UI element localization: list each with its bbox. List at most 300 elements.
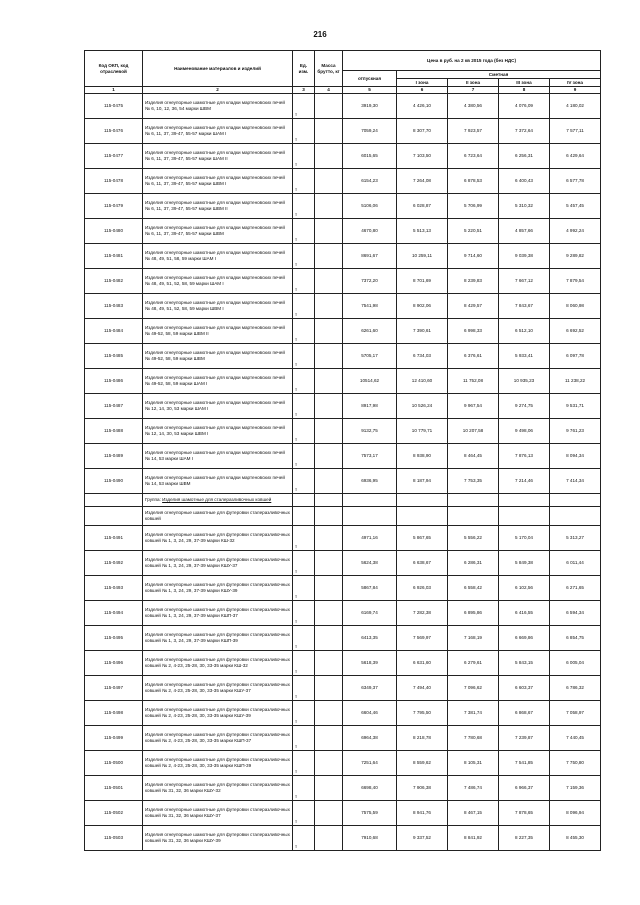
column-number: 6 [397, 87, 448, 94]
item-zone-2-price: 11 752,08 [448, 369, 499, 394]
item-zone-1-price: 6 631,60 [397, 651, 448, 676]
table-row [85, 294, 601, 319]
group-name: Изделия шамотные для сталеразливочных ковшей [162, 497, 272, 503]
item-unit: т [293, 651, 315, 676]
header-zone-2: II зона [448, 79, 499, 87]
item-release-price [343, 507, 397, 526]
item-zone-3-price: 7 541,85 [499, 751, 550, 776]
item-unit: т [293, 169, 315, 194]
item-unit: т [293, 526, 315, 551]
item-unit: т [293, 701, 315, 726]
item-code: 115-0483 [85, 294, 143, 319]
item-zone-2-price: 8 467,15 [448, 801, 499, 826]
item-unit: т [293, 244, 315, 269]
table-row [85, 194, 601, 219]
item-name: Изделия огнеупорные шамотные для футеровки сталеразливочных ковшей № 1, 3, 24, 29, 37-39 марки КШ-32 [143, 526, 293, 551]
item-code: 115-0499 [85, 726, 143, 751]
empty-cell [315, 494, 343, 507]
item-name: Изделия огнеупорные шамотные для футеровки сталеразливочных ковшей № 2, 4-23, 25-28, 30, 33-35 марки КШП-37 [143, 726, 293, 751]
item-code: 115-0496 [85, 651, 143, 676]
item-code: 115-0486 [85, 369, 143, 394]
item-name: Изделия огнеупорные шамотные для кладки мартеновских печей № 6, 11, 37, 39-47, 55-57 марки ШВМ [143, 219, 293, 244]
group-prefix: Группа: [145, 497, 163, 503]
item-release-price: 4971,16 [343, 526, 397, 551]
item-unit: т [293, 144, 315, 169]
item-code: 115-0488 [85, 419, 143, 444]
item-name: Изделия огнеупорные шамотные для футеровки сталеразливочных ковшей [143, 507, 293, 526]
item-code: 115-0491 [85, 526, 143, 551]
group-title [143, 494, 293, 507]
item-zone-4-price: 8 096,94 [550, 801, 601, 826]
item-unit: т [293, 94, 315, 119]
item-mass [315, 119, 343, 144]
column-number: 5 [343, 87, 397, 94]
item-code: 115-0481 [85, 244, 143, 269]
item-zone-2-price: 8 841,92 [448, 826, 499, 851]
item-release-price: 5624,38 [343, 551, 397, 576]
item-unit: т [293, 294, 315, 319]
item-mass [315, 394, 343, 419]
item-code: 115-0477 [85, 144, 143, 169]
item-name: Изделия огнеупорные шамотные для кладки мартеновских печей № 48, 49, 51, 52, 58, 59 марки ШВМ I [143, 294, 293, 319]
item-zone-1-price: 6 926,03 [397, 576, 448, 601]
item-unit: т [293, 444, 315, 469]
item-zone-4-price: 6 786,32 [550, 676, 601, 701]
item-zone-4-price: 7 414,34 [550, 469, 601, 494]
column-number: 7 [448, 87, 499, 94]
item-mass [315, 801, 343, 826]
item-name: Изделия огнеупорные шамотные для кладки мартеновских печей № 6, 11, 37, 39-47, 55-57 марки ШВМ I [143, 169, 293, 194]
item-mass [315, 294, 343, 319]
item-unit: т [293, 601, 315, 626]
item-mass [315, 144, 343, 169]
item-release-price: 8917,98 [343, 394, 397, 419]
item-zone-2-price: 7 381,74 [448, 701, 499, 726]
item-mass [315, 826, 343, 851]
table-row [85, 144, 601, 169]
table-row [85, 801, 601, 826]
item-code: 115-0484 [85, 319, 143, 344]
item-zone-3-price: 6 603,37 [499, 676, 550, 701]
item-mass [315, 344, 343, 369]
item-release-price: 5705,17 [343, 344, 397, 369]
item-zone-1-price: 8 559,62 [397, 751, 448, 776]
item-zone-4-price: 7 159,36 [550, 776, 601, 801]
item-release-price: 7573,17 [343, 444, 397, 469]
item-zone-3-price: 6 400,43 [499, 169, 550, 194]
empty-cell [343, 494, 397, 507]
table-row [85, 169, 601, 194]
item-zone-3-price: 9 498,06 [499, 419, 550, 444]
table-row [85, 369, 601, 394]
item-code: 115-0500 [85, 751, 143, 776]
item-zone-4-price: 6 594,34 [550, 601, 601, 626]
empty-cell [550, 494, 601, 507]
item-zone-2-price: 10 207,58 [448, 419, 499, 444]
item-name: Изделия огнеупорные шамотные для футеровки сталеразливочных ковшей № 31, 32, 36 марки КШУ-32 [143, 776, 293, 801]
item-mass [315, 194, 343, 219]
item-zone-1-price: 7 494,40 [397, 676, 448, 701]
item-zone-4-price: 6 577,78 [550, 169, 601, 194]
item-mass [315, 369, 343, 394]
item-mass [315, 319, 343, 344]
item-name: Изделия огнеупорные шамотные для футеровки сталеразливочных ковшей № 1, 3, 24, 29, 37-39 марки КШУ-37 [143, 551, 293, 576]
item-name: Изделия огнеупорные шамотные для кладки мартеновских печей № 49-52, 58, 59 марки ШАМ I [143, 369, 293, 394]
item-name: Изделия огнеупорные шамотные для футеровки сталеразливочных ковшей № 1, 3, 24, 29, 37-39 марки КШП-37 [143, 601, 293, 626]
table-row [85, 751, 601, 776]
item-unit: т [293, 676, 315, 701]
item-zone-3-price: 5 170,04 [499, 526, 550, 551]
item-mass [315, 94, 343, 119]
item-mass [315, 169, 343, 194]
table-row [85, 701, 601, 726]
item-zone-1-price: 12 410,60 [397, 369, 448, 394]
item-zone-1-price [397, 507, 448, 526]
item-zone-3-price: 6 868,67 [499, 701, 550, 726]
item-unit: т [293, 801, 315, 826]
item-zone-2-price: 8 464,45 [448, 444, 499, 469]
item-zone-1-price: 7 282,38 [397, 601, 448, 626]
table-row [85, 776, 601, 801]
item-zone-4-price: 6 692,52 [550, 319, 601, 344]
item-mass [315, 601, 343, 626]
table-row [85, 94, 601, 119]
item-zone-2-price: 8 429,57 [448, 294, 499, 319]
item-unit: т [293, 826, 315, 851]
item-zone-2-price: 6 878,53 [448, 169, 499, 194]
item-code: 115-0482 [85, 269, 143, 294]
item-name: Изделия огнеупорные шамотные для футеровки сталеразливочных ковшей № 2, 4-23, 25-28, 30, 33-35 марки КШП-39 [143, 751, 293, 776]
item-unit: т [293, 119, 315, 144]
item-zone-4-price: 5 313,27 [550, 526, 601, 551]
item-unit: т [293, 319, 315, 344]
item-zone-2-price: 4 380,56 [448, 94, 499, 119]
item-code: 115-0489 [85, 444, 143, 469]
item-zone-4-price: 6 854,75 [550, 626, 601, 651]
item-name: Изделия огнеупорные шамотные для кладки мартеновских печей № 12, 14, 30, 53 марки ШАМ I [143, 394, 293, 419]
item-code: 115-0503 [85, 826, 143, 851]
table-row [85, 419, 601, 444]
item-zone-4-price: 7 577,11 [550, 119, 601, 144]
item-zone-1-price: 8 187,94 [397, 469, 448, 494]
item-name: Изделия огнеупорные шамотные для кладки мартеновских печей № 12, 14, 30, 53 марки ШВМ I [143, 419, 293, 444]
page-number: 216 [313, 30, 327, 39]
column-number: 3 [293, 87, 315, 94]
item-zone-1-price: 4 426,10 [397, 94, 448, 119]
table-row [85, 826, 601, 851]
item-release-price: 7541,98 [343, 294, 397, 319]
table-row [85, 219, 601, 244]
item-zone-1-price: 6 028,87 [397, 194, 448, 219]
item-zone-3-price: 6 256,31 [499, 144, 550, 169]
item-zone-2-price: 6 376,61 [448, 344, 499, 369]
item-name: Изделия огнеупорные шамотные для футеровки сталеразливочных ковшей № 1, 3, 24, 29, 37-39 марки КШП-39 [143, 626, 293, 651]
item-code [85, 507, 143, 526]
item-name: Изделия огнеупорные шамотные для кладки мартеновских печей № 6, 10, 12, 36, 54 марки ШВМ [143, 94, 293, 119]
item-zone-3-price: 10 935,23 [499, 369, 550, 394]
item-code: 115-0497 [85, 676, 143, 701]
header-code: Код ОКП, код отраслевой [85, 51, 143, 87]
table-row [85, 344, 601, 369]
item-zone-4-price: 4 992,24 [550, 219, 601, 244]
item-mass [315, 269, 343, 294]
item-unit: т [293, 576, 315, 601]
item-unit: т [293, 751, 315, 776]
header-name: Наименование материалов и изделий [143, 51, 293, 87]
item-zone-2-price: 7 096,62 [448, 676, 499, 701]
item-zone-3-price: 5 310,32 [499, 194, 550, 219]
item-code: 115-0479 [85, 194, 143, 219]
table-row [85, 626, 601, 651]
item-zone-2-price: 8 105,31 [448, 751, 499, 776]
item-name: Изделия огнеупорные шамотные для кладки мартеновских печей № 6, 11, 37, 39-47, 55-57 марки ШАМ II [143, 144, 293, 169]
item-zone-4-price: 6 271,65 [550, 576, 601, 601]
item-zone-4-price: 9 531,71 [550, 394, 601, 419]
item-release-price: 9132,75 [343, 419, 397, 444]
item-code: 115-0475 [85, 94, 143, 119]
item-zone-4-price: 4 180,02 [550, 94, 601, 119]
item-zone-3-price: 7 878,65 [499, 801, 550, 826]
item-zone-3-price: 5 843,15 [499, 651, 550, 676]
item-name: Изделия огнеупорные шамотные для кладки мартеновских печей № 49-52, 58, 59 марки ШВМ [143, 344, 293, 369]
item-zone-1-price: 5 867,65 [397, 526, 448, 551]
item-zone-2-price: 6 279,61 [448, 651, 499, 676]
item-zone-4-price: 7 058,97 [550, 701, 601, 726]
item-code: 115-0493 [85, 576, 143, 601]
item-zone-2-price: 7 780,68 [448, 726, 499, 751]
item-mass [315, 526, 343, 551]
column-number: 8 [499, 87, 550, 94]
table-row [85, 507, 601, 526]
item-unit: т [293, 419, 315, 444]
item-name: Изделия огнеупорные шамотные для кладки мартеновских печей № 48, 49, 51, 52, 58, 59 марки ШАМ I [143, 269, 293, 294]
item-release-price: 7910,68 [343, 826, 397, 851]
table-row [85, 601, 601, 626]
item-zone-2-price: 6 723,64 [448, 144, 499, 169]
item-zone-3-price: 8 227,35 [499, 826, 550, 851]
item-mass [315, 507, 343, 526]
group-code [85, 494, 143, 507]
item-zone-1-price: 8 701,69 [397, 269, 448, 294]
item-unit: т [293, 551, 315, 576]
item-release-price: 7059,24 [343, 119, 397, 144]
item-unit: т [293, 219, 315, 244]
item-name: Изделия огнеупорные шамотные для кладки мартеновских печей № 14, 53 марки ШАМ I [143, 444, 293, 469]
table-row [85, 469, 601, 494]
item-code: 115-0478 [85, 169, 143, 194]
item-unit: т [293, 369, 315, 394]
item-zone-3-price: 7 667,12 [499, 269, 550, 294]
item-zone-2-price: 6 998,33 [448, 319, 499, 344]
item-name: Изделия огнеупорные шамотные для футеровки сталеразливочных ковшей № 2, 4-23, 25-28, 30, 33-35 марки КШУ-37 [143, 676, 293, 701]
item-release-price: 6936,95 [343, 469, 397, 494]
item-mass [315, 776, 343, 801]
item-zone-1-price: 7 264,08 [397, 169, 448, 194]
header-price-title: Цена в руб. на 2 кв 2015 года (без НДС) [343, 51, 601, 71]
item-unit: т [293, 394, 315, 419]
item-release-price: 7372,20 [343, 269, 397, 294]
table-row [85, 319, 601, 344]
item-release-price: 6413,35 [343, 626, 397, 651]
item-mass [315, 469, 343, 494]
header-release: отпускная [343, 71, 397, 87]
item-mass [315, 419, 343, 444]
item-code: 115-0502 [85, 801, 143, 826]
item-zone-1-price: 8 307,70 [397, 119, 448, 144]
item-zone-2-price: 7 168,19 [448, 626, 499, 651]
item-zone-1-price: 10 259,11 [397, 244, 448, 269]
header-zone-4: IV зона [550, 79, 601, 87]
item-zone-2-price: 8 239,83 [448, 269, 499, 294]
item-zone-3-price: 6 416,55 [499, 601, 550, 626]
item-zone-3-price: 4 076,09 [499, 94, 550, 119]
table-row [85, 444, 601, 469]
item-zone-1-price: 8 218,78 [397, 726, 448, 751]
item-code: 115-0476 [85, 119, 143, 144]
item-release-price: 6169,74 [343, 601, 397, 626]
item-zone-1-price: 10 779,71 [397, 419, 448, 444]
item-mass [315, 444, 343, 469]
item-zone-1-price: 7 795,50 [397, 701, 448, 726]
item-zone-3-price: 7 372,64 [499, 119, 550, 144]
item-zone-4-price: 6 011,44 [550, 551, 601, 576]
table-row [85, 676, 601, 701]
item-name: Изделия огнеупорные шамотные для кладки мартеновских печей № 48, 49, 51, 58, 59 марки ШАМ I [143, 244, 293, 269]
item-zone-4-price: 7 750,80 [550, 751, 601, 776]
item-unit: т [293, 626, 315, 651]
table-row [85, 576, 601, 601]
item-zone-2-price: 9 714,60 [448, 244, 499, 269]
item-zone-1-price: 5 513,13 [397, 219, 448, 244]
table-body [85, 94, 601, 851]
item-zone-1-price: 8 902,06 [397, 294, 448, 319]
empty-cell [293, 494, 315, 507]
item-zone-1-price: 6 638,67 [397, 551, 448, 576]
item-zone-2-price: 7 486,74 [448, 776, 499, 801]
item-zone-1-price: 9 337,52 [397, 826, 448, 851]
item-zone-1-price: 7 103,50 [397, 144, 448, 169]
item-name: Изделия огнеупорные шамотные для футеровки сталеразливочных ковшей № 31, 32, 36 марки КШУ-37 [143, 801, 293, 826]
table-row [85, 119, 601, 144]
item-name: Изделия огнеупорные шамотные для кладки мартеновских печей № 6, 11, 37, 39-47, 55-57 марки ШАМ I [143, 119, 293, 144]
item-code: 115-0480 [85, 219, 143, 244]
header-zone-3: III зона [499, 79, 550, 87]
item-zone-1-price: 7 390,61 [397, 319, 448, 344]
item-unit: т [293, 344, 315, 369]
item-zone-4-price: 6 005,04 [550, 651, 601, 676]
item-zone-3-price: 9 039,38 [499, 244, 550, 269]
table-row [85, 726, 601, 751]
item-zone-4-price: 8 060,98 [550, 294, 601, 319]
table-header [85, 51, 601, 94]
item-code: 115-0492 [85, 551, 143, 576]
item-code: 115-0495 [85, 626, 143, 651]
item-name: Изделия огнеупорные шамотные для футеровки сталеразливочных ковшей № 31, 32, 36 марки КШУ-39 [143, 826, 293, 851]
item-zone-2-price: 6 286,31 [448, 551, 499, 576]
item-zone-2-price: 6 558,42 [448, 576, 499, 601]
item-mass [315, 219, 343, 244]
item-zone-2-price [448, 507, 499, 526]
header-zone-1: I зона [397, 79, 448, 87]
item-zone-4-price: 11 238,22 [550, 369, 601, 394]
item-zone-1-price: 7 569,97 [397, 626, 448, 651]
item-zone-1-price: 8 938,90 [397, 444, 448, 469]
item-release-price: 3919,30 [343, 94, 397, 119]
item-code: 115-0485 [85, 344, 143, 369]
item-zone-3-price: 9 274,75 [499, 394, 550, 419]
table-row [85, 551, 601, 576]
item-mass [315, 651, 343, 676]
item-zone-3-price: 4 857,66 [499, 219, 550, 244]
table-row [85, 526, 601, 551]
item-unit: т [293, 726, 315, 751]
item-mass [315, 701, 343, 726]
item-mass [315, 576, 343, 601]
item-zone-4-price: 7 879,54 [550, 269, 601, 294]
item-name: Изделия огнеупорные шамотные для кладки мартеновских печей № 49-52, 58, 59 марки ШВМ II [143, 319, 293, 344]
column-number: 1 [85, 87, 143, 94]
table-row [85, 394, 601, 419]
empty-cell [397, 494, 448, 507]
table-row [85, 269, 601, 294]
item-code: 115-0494 [85, 601, 143, 626]
empty-cell [499, 494, 550, 507]
header-mass: Масса брутто, кг [315, 51, 343, 87]
item-release-price: 5106,06 [343, 194, 397, 219]
item-zone-4-price: 5 457,45 [550, 194, 601, 219]
item-zone-3-price: 7 239,87 [499, 726, 550, 751]
item-name: Изделия огнеупорные шамотные для кладки мартеновских печей № 6, 11, 37, 39-47, 55-57 марки ШВМ II [143, 194, 293, 219]
item-unit: т [293, 194, 315, 219]
item-unit: т [293, 776, 315, 801]
item-zone-2-price: 5 220,51 [448, 219, 499, 244]
header-estimate: Сметная [397, 71, 601, 79]
item-release-price: 5867,84 [343, 576, 397, 601]
item-code: 115-0487 [85, 394, 143, 419]
item-zone-3-price [499, 507, 550, 526]
item-release-price: 10514,62 [343, 369, 397, 394]
item-zone-2-price: 9 967,54 [448, 394, 499, 419]
item-mass [315, 676, 343, 701]
item-zone-1-price: 10 526,24 [397, 394, 448, 419]
item-release-price: 6261,60 [343, 319, 397, 344]
empty-cell [448, 494, 499, 507]
item-unit: т [293, 269, 315, 294]
item-zone-4-price: 6 429,64 [550, 144, 601, 169]
item-zone-2-price: 7 923,57 [448, 119, 499, 144]
item-zone-3-price: 6 512,10 [499, 319, 550, 344]
item-mass [315, 626, 343, 651]
item-zone-2-price: 5 706,99 [448, 194, 499, 219]
group-row [85, 494, 601, 507]
item-zone-4-price: 9 289,82 [550, 244, 601, 269]
column-number: 2 [143, 87, 293, 94]
item-zone-3-price: 7 843,67 [499, 294, 550, 319]
item-release-price: 6964,38 [343, 726, 397, 751]
item-release-price: 7575,59 [343, 801, 397, 826]
item-code: 115-0501 [85, 776, 143, 801]
item-code: 115-0490 [85, 469, 143, 494]
item-release-price: 8691,67 [343, 244, 397, 269]
item-zone-2-price: 6 895,86 [448, 601, 499, 626]
item-zone-3-price: 7 876,13 [499, 444, 550, 469]
item-zone-3-price: 5 849,38 [499, 551, 550, 576]
item-unit [293, 507, 315, 526]
item-zone-4-price: 8 094,34 [550, 444, 601, 469]
item-zone-1-price: 7 906,38 [397, 776, 448, 801]
item-release-price: 6604,46 [343, 701, 397, 726]
item-release-price: 7251,64 [343, 751, 397, 776]
